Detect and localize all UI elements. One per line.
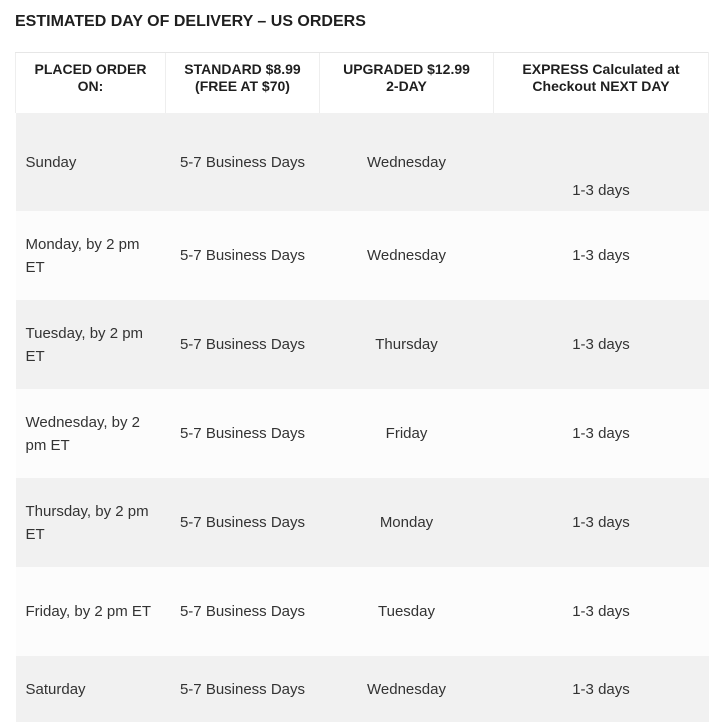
cell-day: Friday, by 2 pm ET xyxy=(16,567,166,656)
cell-express: 1-3 days xyxy=(494,656,709,722)
cell-upgraded: Thursday xyxy=(320,300,494,389)
table-row xyxy=(16,389,709,478)
cell-day: Saturday xyxy=(16,656,166,722)
header-express-line1: EXPRESS Calculated at xyxy=(522,61,680,77)
delivery-table-container xyxy=(15,52,708,722)
cell-day: Monday, by 2 pm ET xyxy=(16,211,166,300)
header-upgraded-line1: UPGRADED $12.99 xyxy=(343,61,470,77)
cell-express: 1-3 days xyxy=(494,300,709,389)
header-standard xyxy=(166,53,320,114)
cell-day: Sunday xyxy=(16,113,166,211)
cell-upgraded: Monday xyxy=(320,478,494,567)
header-placed-order-line2: ON: xyxy=(77,78,104,94)
cell-upgraded: Wednesday xyxy=(320,113,494,211)
table-row xyxy=(16,113,709,211)
cell-standard: 5-7 Business Days xyxy=(166,478,320,567)
header-placed-order xyxy=(16,53,166,114)
cell-upgraded: Tuesday xyxy=(320,567,494,656)
cell-standard: 5-7 Business Days xyxy=(166,656,320,722)
header-standard-line2: (FREE AT $70) xyxy=(195,78,290,94)
table-row xyxy=(16,300,709,389)
table-row xyxy=(16,656,709,722)
table-row xyxy=(16,478,709,567)
page-title: ESTIMATED DAY OF DELIVERY – US ORDERS xyxy=(15,13,366,30)
table-row xyxy=(16,211,709,300)
cell-standard: 5-7 Business Days xyxy=(166,567,320,656)
header-placed-order-line1: PLACED ORDER xyxy=(34,61,147,77)
cell-day: Thursday, by 2 pm ET xyxy=(16,478,166,567)
cell-upgraded: Wednesday xyxy=(320,656,494,722)
cell-express: 1-3 days xyxy=(494,113,709,211)
header-upgraded-line2: 2-DAY xyxy=(386,78,427,94)
header-express xyxy=(494,53,709,114)
table-header-row xyxy=(16,53,709,114)
header-standard-line1: STANDARD $8.99 xyxy=(184,61,301,77)
cell-day: Wednesday, by 2 pm ET xyxy=(16,389,166,478)
cell-express: 1-3 days xyxy=(494,567,709,656)
cell-express: 1-3 days xyxy=(494,389,709,478)
cell-express: 1-3 days xyxy=(494,211,709,300)
header-express-line2: Checkout NEXT DAY xyxy=(532,78,670,94)
cell-standard: 5-7 Business Days xyxy=(166,211,320,300)
delivery-table xyxy=(15,52,709,722)
cell-standard: 5-7 Business Days xyxy=(166,389,320,478)
header-upgraded xyxy=(320,53,494,114)
cell-day: Tuesday, by 2 pm ET xyxy=(16,300,166,389)
cell-upgraded: Friday xyxy=(320,389,494,478)
cell-standard: 5-7 Business Days xyxy=(166,113,320,211)
cell-standard: 5-7 Business Days xyxy=(166,300,320,389)
table-row xyxy=(16,567,709,656)
cell-upgraded: Wednesday xyxy=(320,211,494,300)
cell-express: 1-3 days xyxy=(494,478,709,567)
